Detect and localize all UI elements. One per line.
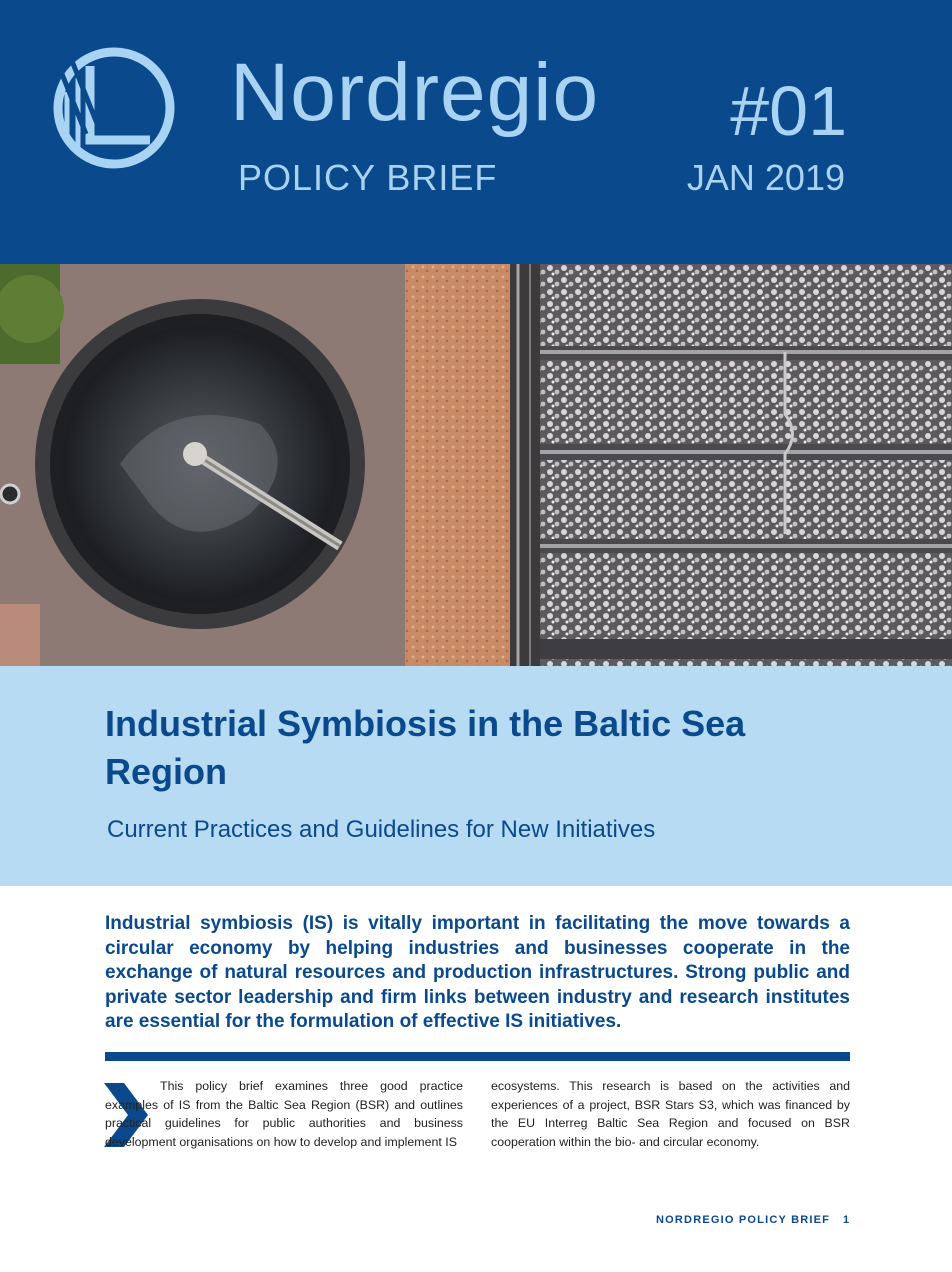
body-column-2: ecosystems. This research is based on the activities and experiences of a project, BSR Stars S3, which was financed by the EU Interreg Baltic Sea Region and focused on BSR cooperation within the bio- and circular economy. [491,1079,850,1149]
header-banner [0,0,952,264]
document-subtitle: Current Practices and Guidelines for New Initiatives [107,816,656,843]
issue-number: #01 [730,72,847,150]
footer-label: NORDREGIO POLICY BRIEF [656,1214,831,1226]
body-column-1: This policy brief examines three good practice examples of IS from the Baltic Sea Region (BSR) and outlines practical guidelines for public authorities and business development organisations on how to develop and implement IS [105,1079,463,1149]
nordregio-logo-icon [50,44,178,172]
section-divider [105,1052,850,1061]
page-number: 1 [843,1214,850,1226]
document-title: Industrial Symbiosis in the Baltic Sea Region [105,703,746,792]
cover-photo [0,264,952,666]
issue-date: JAN 2019 [686,157,845,198]
brand-name: Nordregio [230,47,600,138]
lead-paragraph: Industrial symbiosis (IS) is vitally important in facilitating the move towards a circular economy by helping industries and businesses cooperate in the exchange of natural resources and production infrastructures. Strong public and private sector leadership and firm links between industry and research institutes are essential for the formulation of effective IS initiatives. [105,913,850,1032]
series-label: POLICY BRIEF [238,157,498,198]
wastewater-treatment-aerial-photo [0,264,952,666]
